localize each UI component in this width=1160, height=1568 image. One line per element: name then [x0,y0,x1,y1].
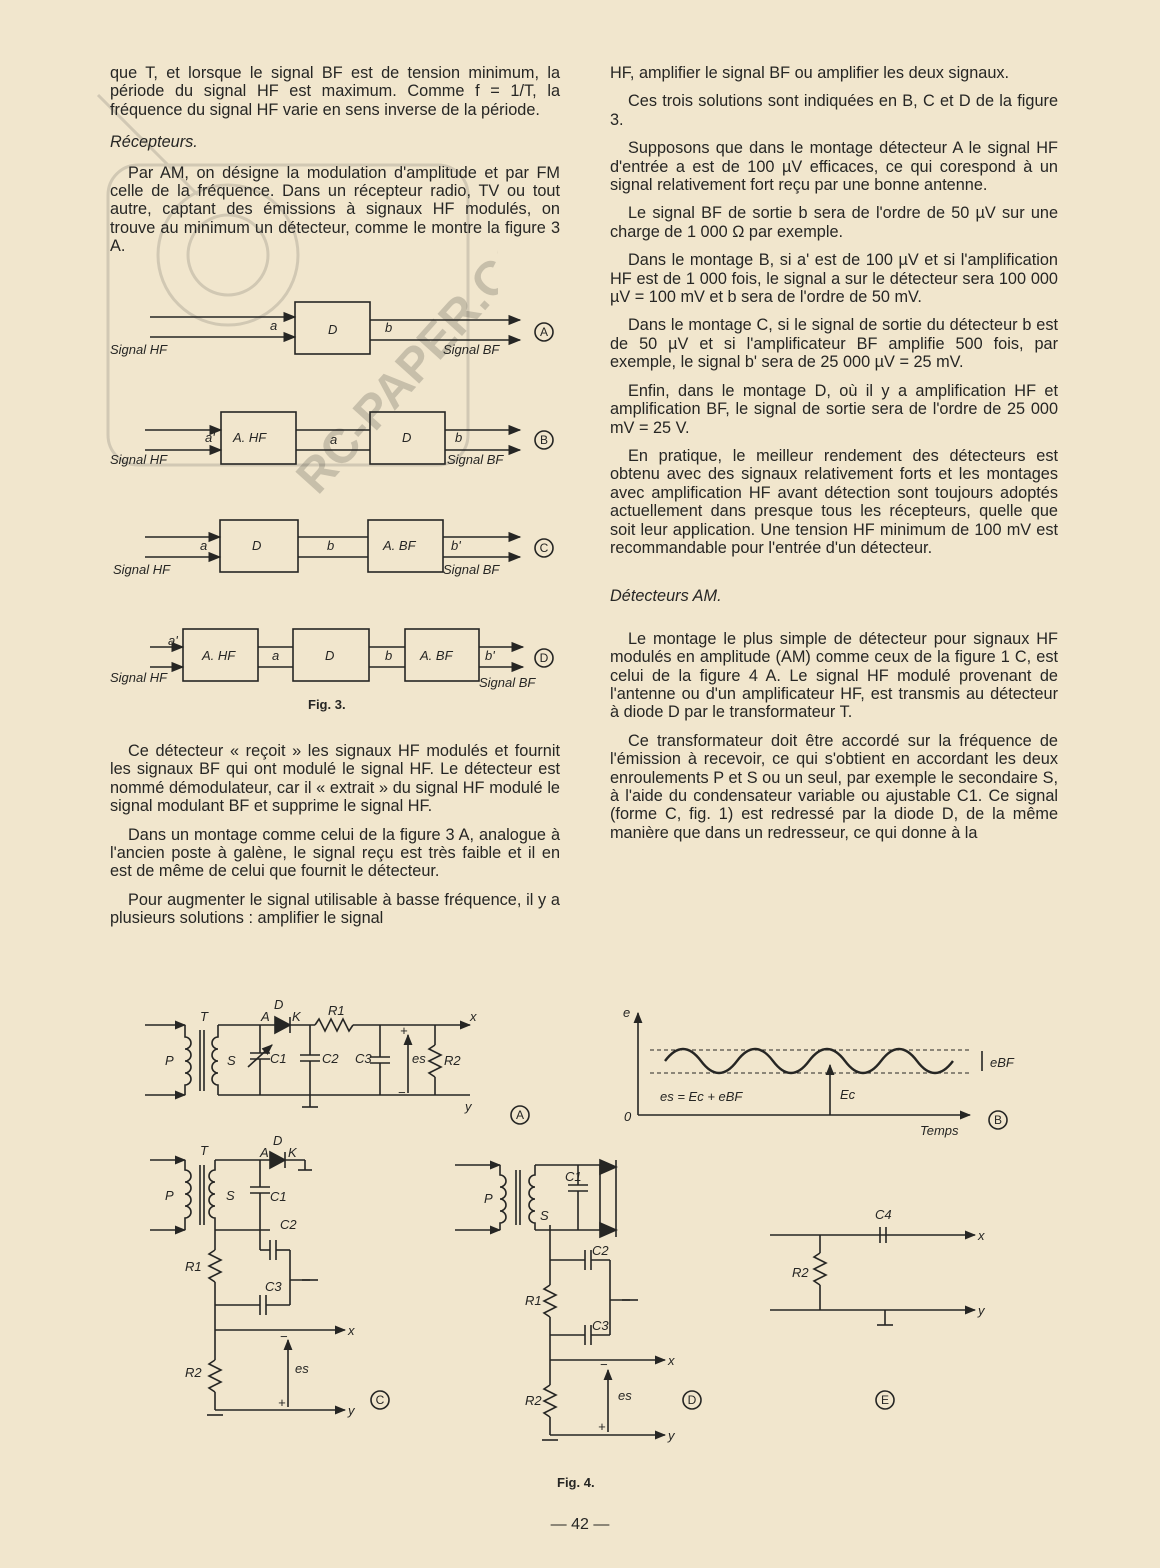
block-bf-amplifier: A. BF [383,538,416,553]
paragraph: Pour augmenter le signal utilisable à basse fréquence, il y a plusieurs solutions : amplifier le signal [110,890,560,928]
label-c2: C2 [592,1243,609,1258]
label-b: b [455,430,463,445]
section-heading-am-detectors: Détecteurs AM. [610,587,722,606]
label-ec: Ec [840,1087,856,1102]
label-plus: + [400,1023,408,1038]
label-b-prime: b' [485,648,495,663]
label-b: b [385,320,393,335]
label-anode: A [261,1009,270,1024]
label-b-prime: b' [451,538,461,553]
label-x: x [978,1228,985,1243]
label-signal-hf: Signal HF [113,562,171,577]
label-primary: P [165,1188,174,1203]
label-secondary: S [226,1188,235,1203]
paragraph: Le signal BF de sortie b sera de l'ordre de 50 µV sur une charge de 1 000 Ω par exemple. [610,204,1058,241]
mark-b: B [993,1113,1003,1127]
label-a: a [200,538,208,553]
label-es: es [618,1388,632,1403]
label-diode: D [273,1133,283,1148]
label-y: y [348,1403,355,1418]
label-signal-bf: Signal BF [443,562,500,577]
label-c4: C4 [875,1207,892,1222]
label-cathode: K [292,1009,301,1024]
label-a: a [272,648,280,663]
figure-3-caption: Fig. 3. [308,697,346,712]
paragraph: Supposons que dans le montage détecteur A le signal HF d'entrée a est de 100 µV efficaces, ce qui corespond à un signal relativement fort reçu par une bonne antenne. [610,139,1058,195]
label-x: x [470,1009,477,1024]
label-c1: C1 [565,1169,582,1184]
label-es: es [295,1361,309,1376]
label-origin: 0 [624,1109,632,1124]
block-detector: D [328,322,338,337]
mark-a: A [515,1108,525,1122]
label-equation: es = Ec + eBF [660,1089,743,1104]
label-c1: C1 [270,1051,287,1066]
label-signal-hf: Signal HF [110,452,168,467]
label-diode: D [274,997,284,1012]
label-r1: R1 [328,1003,345,1018]
label-plus: + [598,1419,606,1434]
paragraph: que T, et lorsque le signal BF est de tension minimum, la période du signal HF est maximum. Comme f = 1/T, la fréquence du signal HF varie en sens inverse de la période. [110,64,560,119]
label-secondary: S [227,1053,236,1068]
paragraph: HF, amplifier le signal BF ou amplifier les deux signaux. [610,64,1010,82]
label-r2: R2 [525,1393,542,1408]
mark-e: E [880,1393,890,1407]
paragraph: Par AM, on désigne la modulation d'amplitude et par FM celle de la fréquence. Dans un récepteur radio, TV ou tout autre, captant des émissions à signaux HF modulés, on trouve au minimum un détecteur, comme le montre la figure 3 A. [110,163,560,256]
label-r2: R2 [792,1265,809,1280]
label-a-prime: a' [168,633,178,648]
block-detector: D [325,648,335,663]
label-es: es [412,1051,426,1066]
label-primary: P [484,1191,493,1206]
mark-b: B [539,433,549,447]
label-ebf: eBF [990,1055,1014,1070]
label-y: y [465,1099,472,1114]
paragraph: En pratique, le meilleur rendement des détecteurs est obtenu avec des signaux relativement forts et les montages avec amplification HF avant détection sont toujours adoptés actuellement dans presque tous les récepteurs, quelle que soit leur application. Une tension HF minimum de 100 mV est recommandable pour l'entrée d'un détecteur. [610,446,1058,557]
paragraph: Ce détecteur « reçoit » les signaux HF modulés et fournit les signaux BF qui ont modulé le signal HF. Le détecteur est nommé démodulateur, car il « extrait » du signal HF modulé le signal modulant BF et supprime le signal HF. [110,742,560,816]
label-a-prime: a' [205,430,215,445]
block-detector: D [402,430,412,445]
label-signal-hf: Signal HF [110,670,168,685]
label-signal-bf: Signal BF [479,675,536,690]
label-signal-bf: Signal BF [443,342,500,357]
label-c3: C3 [592,1318,609,1333]
label-y: y [978,1303,985,1318]
page-number: — 42 — [550,1516,610,1533]
label-x: x [348,1323,355,1338]
label-c2: C2 [280,1217,297,1232]
paragraph: Ce transformateur doit être accordé sur la fréquence de l'émission à recevoir, ce qui s'obtient en accordant les deux enroulements P et S ou un seul, par exemple le secondaire S, à l'aide du condensateur variable ou ajustable C1. Ce signal (forme C, fig. 1) est redressé par la diode D, de la même manière que dans un redresseur, ce qui donne à la [610,731,1058,842]
paragraph: Dans un montage comme celui de la figure 3 A, analogue à l'ancien poste à galène, le signal reçu est très faible et il en est de même de celui que fournit le détecteur. [110,825,560,881]
mark-c: C [375,1393,385,1407]
block-detector: D [252,538,262,553]
label-a: a [330,432,338,447]
label-secondary: S [540,1208,549,1223]
paragraph: Dans le montage C, si le signal de sortie du détecteur b est de 50 µV et si l'amplificateur BF amplifie 500 fois, par exemple, le signal b' sera de 25 000 µV = 25 mV. [610,316,1058,372]
label-r2: R2 [185,1365,202,1380]
svg-text:RC-PAPER.COM: RC-PAPER.COM [286,191,498,504]
label-cathode: K [288,1145,297,1160]
label-r2: R2 [444,1053,461,1068]
label-anode: A [260,1145,269,1160]
figure-4-caption: Fig. 4. [557,1475,595,1490]
label-r1: R1 [185,1259,202,1274]
label-primary: P [165,1053,174,1068]
left-column-bottom [110,742,560,938]
mark-a: A [539,325,549,339]
paragraph: Enfin, dans le montage D, où il y a amplification HF et amplification BF, le signal de sortie sera de l'ordre de 25 000 mV = 25 V. [610,381,1058,437]
label-plus: + [278,1395,286,1410]
left-column [110,64,560,266]
mark-d: D [539,651,549,665]
section-heading-receivers: Récepteurs. [110,133,198,152]
label-c3: C3 [265,1279,282,1294]
label-b: b [385,648,393,663]
label-a: a [270,318,278,333]
block-bf-amplifier: A. BF [420,648,453,663]
mark-c: C [539,541,549,555]
label-y: y [668,1428,675,1443]
label-c3: C3 [355,1051,372,1066]
label-c2: C2 [322,1051,339,1066]
paragraph: Ces trois solutions sont indiquées en B, C et D de la figure 3. [610,92,1058,129]
label-b: b [327,538,335,553]
label-time-axis: Temps [920,1123,959,1138]
label-minus: − [280,1329,288,1344]
block-hf-amplifier: A. HF [233,430,267,445]
paragraph: Le montage le plus simple de détecteur pour signaux HF modulés en amplitude (AM) comme ceux de la figure 1 C, est celui de la figure 4 A. Le signal HF modulé provenant de l'antenne ou d'un amplificateur HF, est transmis au détecteur à diode D par le transformateur T. [610,629,1058,722]
right-column [610,64,1058,852]
block-hf-amplifier: A. HF [202,648,236,663]
label-c1: C1 [270,1189,287,1204]
paragraph: Dans le montage B, si a' est de 100 µV et si l'amplification HF est de 1 000 fois, le signal a sur le détecteur sera 100 000 µV = 100 mV et b sera de l'ordre de 50 mV. [610,251,1058,307]
label-transformer: T [200,1143,208,1158]
label-e-axis: e [623,1005,631,1020]
label-transformer: T [200,1009,208,1024]
label-minus: − [398,1085,406,1100]
figure-3 [105,292,565,727]
label-signal-bf: Signal BF [447,452,504,467]
mark-d: D [687,1393,697,1407]
label-r1: R1 [525,1293,542,1308]
label-minus: − [600,1357,608,1372]
figure-4 [130,995,1030,1500]
label-x: x [668,1353,675,1368]
label-signal-hf: Signal HF [110,342,168,357]
